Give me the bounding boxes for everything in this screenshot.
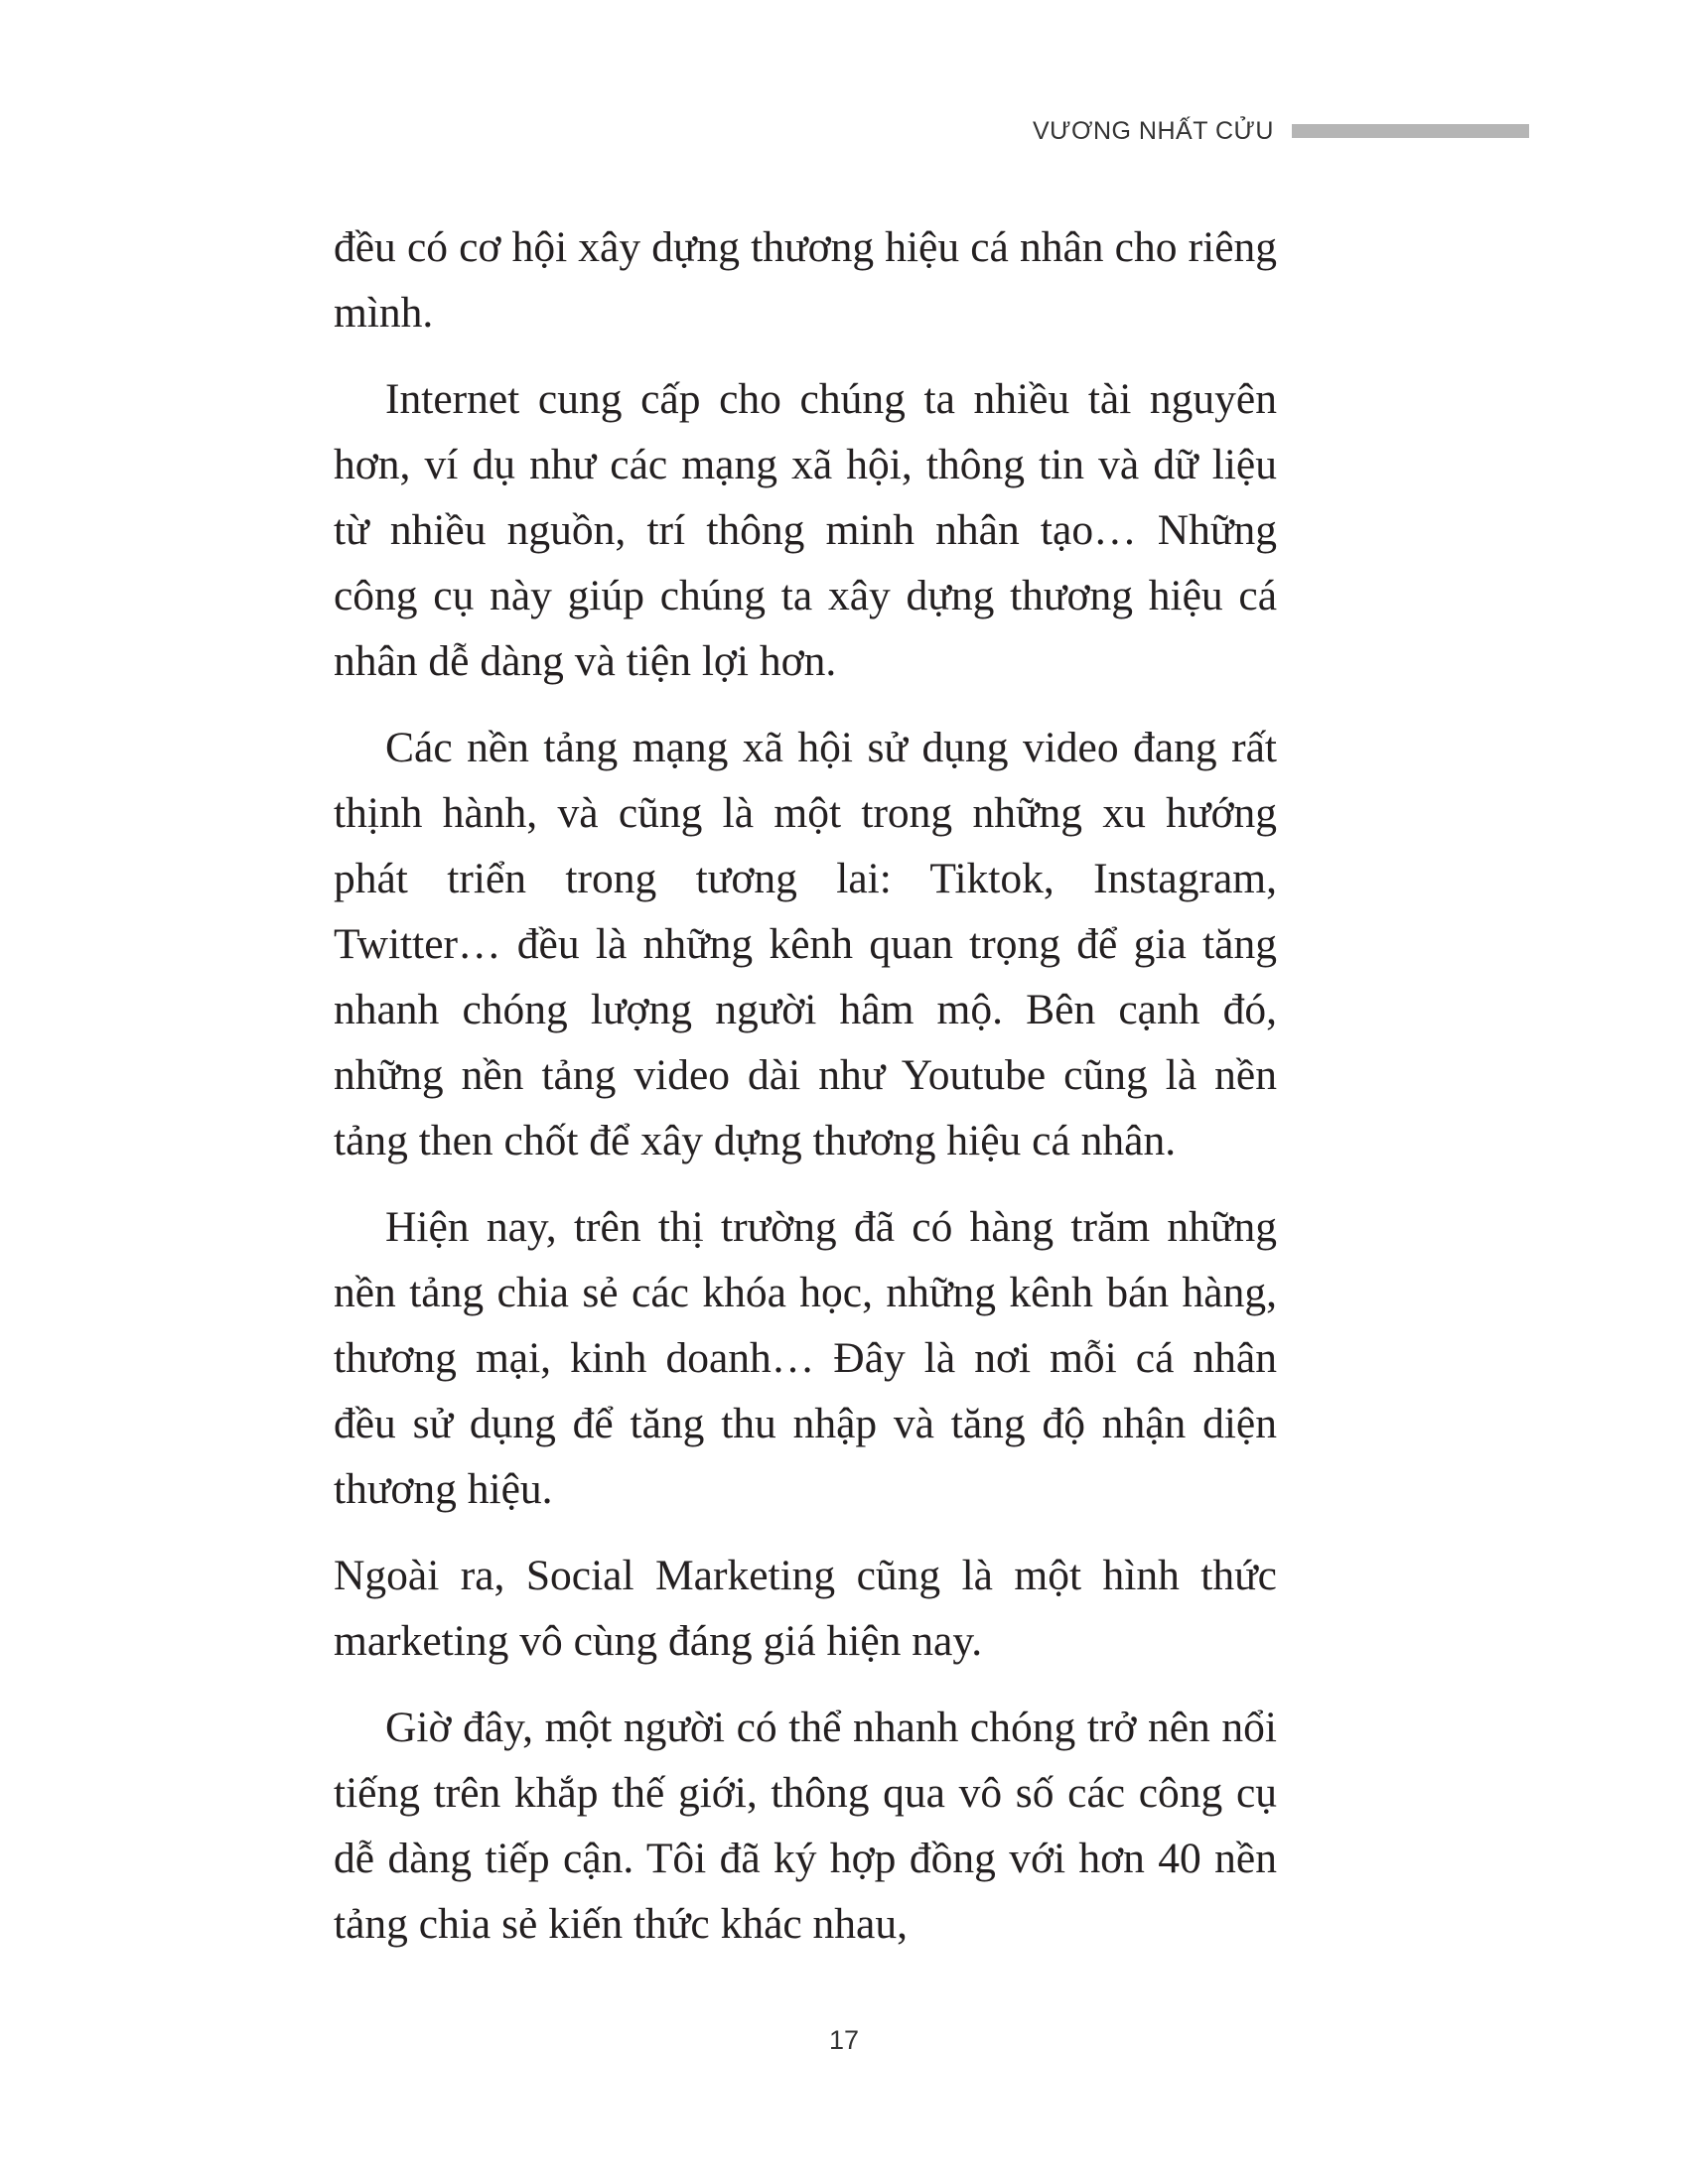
paragraph: Internet cung cấp cho chúng ta nhiều tài nguyên hơn, ví dụ như các mạng xã hội, thông tin và dữ liệu từ nhiều nguồn, trí thông minh nhân tạo… Những công cụ này giúp chúng ta xây dựng thương hiệu cá nhân dễ dàng và tiện lợi hơn. (334, 375, 1277, 685)
paragraph-continued: đều có cơ hội xây dựng thương hiệu cá nhân cho riêng mình. (334, 223, 1277, 337)
body-text (334, 214, 1277, 1978)
header-rule (1292, 124, 1529, 138)
page-number: 17 (828, 2025, 860, 2055)
paragraph: Các nền tảng mạng xã hội sử dụng video đang rất thịnh hành, và cũng là một trong những xu hướng phát triển trong tương lai: Tiktok, Instagram, Twitter… đều là những kênh quan trọng để gia tăng nhanh chóng lượng người hâm mộ. Bên cạnh đó, những nền tảng video dài như Youtube cũng là nền tảng then chốt để xây dựng thương hiệu cá nhân. (334, 724, 1277, 1164)
running-header (1033, 113, 1529, 149)
paragraph: Hiện nay, trên thị trường đã có hàng trăm những nền tảng chia sẻ các khóa học, những kênh bán hàng, thương mại, kinh doanh… Đây là nơi mỗi cá nhân đều sử dụng để tăng thu nhập và tăng độ nhận diện thương hiệu. (334, 1203, 1277, 1513)
paragraph: Ngoài ra, Social Marketing cũng là một hình thức marketing vô cùng đáng giá hiện nay. (334, 1552, 1277, 1665)
running-title: VƯƠNG NHẤT CỬU (1033, 117, 1274, 145)
paragraph: Giờ đây, một người có thể nhanh chóng trở nên nổi tiếng trên khắp thế giới, thông qua vô số các công cụ dễ dàng tiếp cận. Tôi đã ký hợp đồng với hơn 40 nền tảng chia sẻ kiến thức khác nhau, (334, 1704, 1277, 1948)
